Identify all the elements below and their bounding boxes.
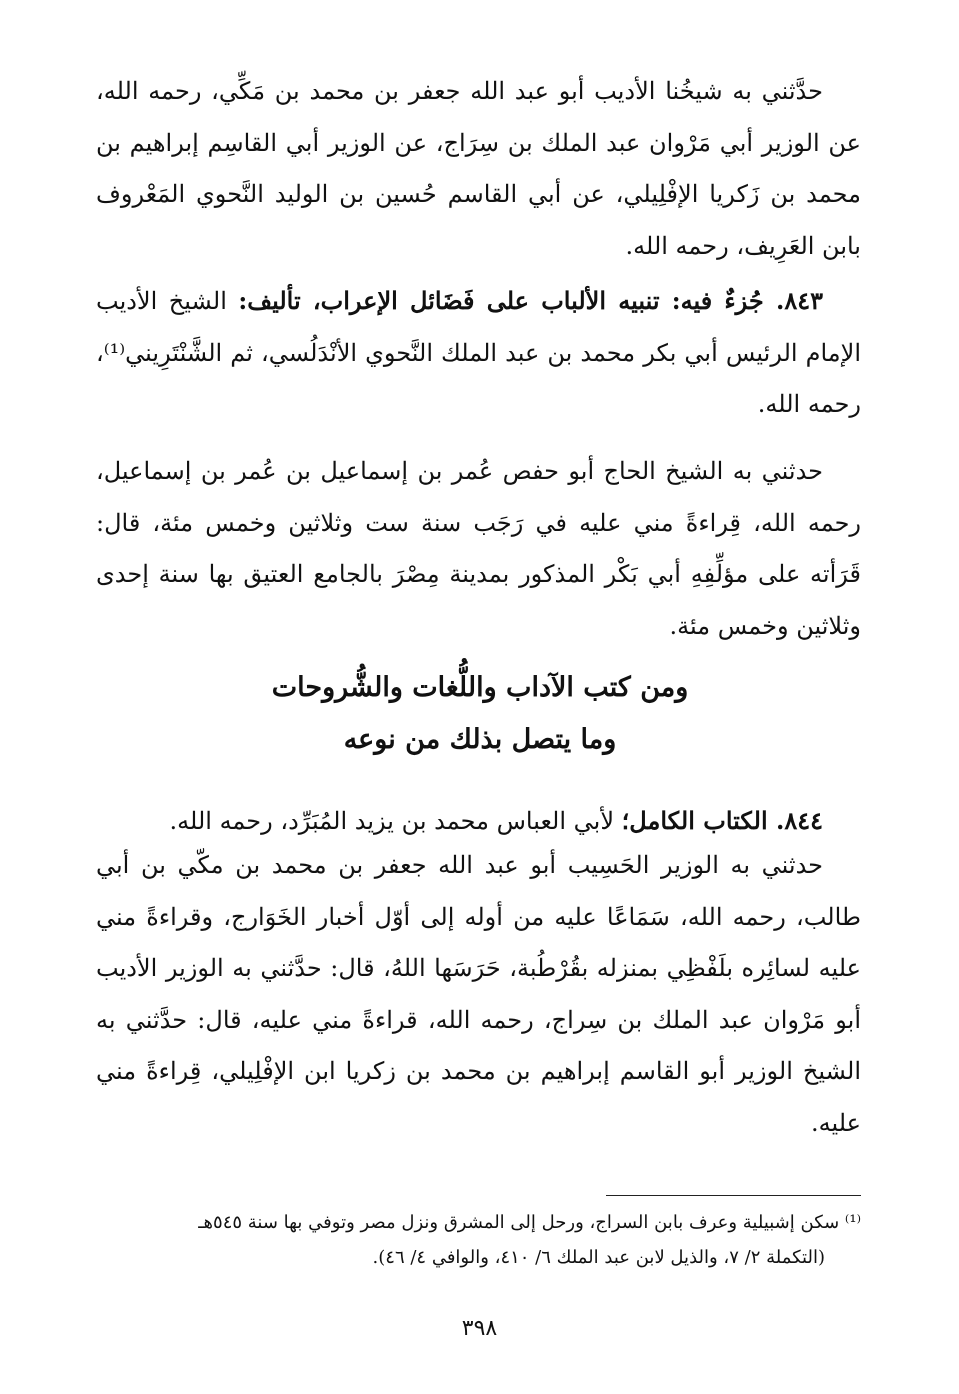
entry-843 — [96, 275, 861, 431]
page-number: ٣٩٨ — [461, 1316, 498, 1341]
paragraph-chain-of-narration-3 — [96, 840, 861, 1149]
paragraph-text: حدثني به الوزير الحَسِيب أبو عبد الله جعفر بن محمد بن مكّي بن أبي طالب، رحمه الله، سَمَاعًا عليه من أوله إلى أوّل أخبار الخَوَارج، وقراءةً مني عليه لسائِره بلَفْظِي بمنزله بقُرْطُبة، حَرَسَها اللهُ، قال: حدَّثني به الوزير الأديب أبو مَرْوان عبد الملك بن سِراج، رحمه الله، قراءةً مني عليه، قال: حدَّثني به الشيخ الوزير أبو القاسم إبراهيم بن محمد بن زكريا ابن الإفْلِيلي، قِراءةً مني عليه. — [96, 851, 861, 1137]
paragraph-text: حدثني به الشيخ الحاج أبو حفص عُمر بن إسماعيل بن عُمر بن إسماعيل، رحمه الله، قِراءةً مني عليه في رَجَب سنة ست وثلاثين وخمس مئة، قال: قَرَأته على مؤلِّفِهِ أبي بَكْر المذكور بمدينة مِصْرَ بالجامع العتيق بها سنة إحدى وثلاثين وخمس مئة. — [96, 457, 861, 640]
section-heading-line-1: ومن كتب الآداب واللُّغات والشُّروحات — [271, 672, 689, 703]
footnote-line-1: ⁽¹⁾ سكن إشبيلية وعرف بابن السراج، ورحل إلى المشرق ونزل مصر وتوفي بها سنة ٥٤٥هـ — [198, 1212, 861, 1233]
entry-844-body: لأبي العباس محمد بن يزيد المُبَرِّد، رحمه الله. — [169, 807, 622, 835]
entry-843-body: الشيخ الأديب الإمام الرئيس أبي بكر محمد بن عبد الملك النَّحوي الأنْدَلُسي، ثم الشَّنْتَرِيني⁽¹⁾، رحمه الله. — [96, 287, 861, 418]
footnote-line-2: (التكملة ٢/ ٧، والذيل لابن عبد الملك ٦/ ٤١٠، والوافي ٤/ ٤٦). — [372, 1247, 825, 1268]
footnote-divider — [606, 1195, 861, 1196]
paragraph-chain-of-narration-1 — [96, 66, 861, 272]
section-heading-line-2: وما يتصل بذلك من نوعه — [343, 724, 617, 755]
footnote — [96, 1205, 861, 1275]
entry-843-title: ٨٤٣. جُزءٌ فيه: تنبيه الألباب على فَضَائل الإعراب، تأليف: — [238, 286, 823, 315]
entry-844-title: ٨٤٤. الكتاب الكامل؛ — [621, 806, 823, 835]
entry-843-text — [96, 275, 861, 431]
paragraph-text: حدَّثني به شيخُنا الأديب أبو عبد الله جعفر بن محمد بن مَكِّي، رحمه الله، عن الوزير أبي مَرْوان عبد الملك بن سِرَاج، عن الوزير أبي القاسِم إبراهيم بن محمد بن زَكريا الإفْلِيلي، عن أبي القاسم حُسين بن الوليد النَّحوي المَعْروف بابن العَرِيف، رحمه الله. — [96, 77, 861, 260]
paragraph-chain-of-narration-2 — [96, 446, 861, 652]
